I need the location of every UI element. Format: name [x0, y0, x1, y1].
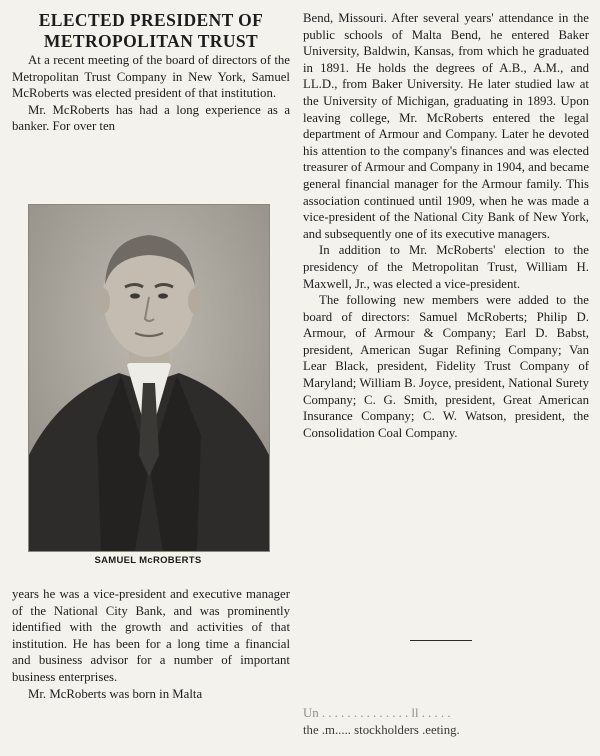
- headline-line-1: ELECTED PRESIDENT OF: [38, 10, 264, 30]
- vice-president-paragraph: In addition to Mr. McRoberts' election to the presidency of the Metropolitan Trust, William H. Maxwell, Jr., was elected a vice-president.: [303, 243, 589, 291]
- right-column: [303, 10, 589, 441]
- headline-line-2: METROPOLITAN TRUST: [43, 31, 259, 51]
- left-column-continued: [12, 586, 290, 702]
- article-headline: [12, 10, 290, 52]
- experience-paragraph-continued: years he was a vice-president and executive manager of the National City Bank, and was prominently identified with the growth and activities of that institution. He has been for a long time a financial and business advisor for a number of important business enterprises.: [12, 587, 290, 684]
- experience-paragraph-start: Mr. McRoberts has had a long experience as a banker. For over ten: [12, 102, 290, 134]
- intro-paragraph: At a recent meeting of the board of directors of the Metropolitan Trust Company in New York, Samuel McRoberts was elected president of that institution.: [12, 53, 290, 101]
- photo-caption: SAMUEL McROBERTS: [94, 555, 202, 566]
- next-article-line-2: the .m..... stockholders .eeting.: [303, 722, 460, 737]
- birth-paragraph-start: Mr. McRoberts was born in Malta: [28, 686, 203, 701]
- left-column: [12, 10, 290, 135]
- next-article-line-1: Un . . . . . . . . . . . . . . ll . . . . .: [303, 706, 451, 720]
- next-article-fragment: [303, 705, 589, 738]
- biography-paragraph: Bend, Missouri. After several years' attendance in the public schools of Malta Bend, he entered Baker University, Baldwin, Kansas, from which he graduated in 1891. He holds the degrees of A.B., A.M., and LL.D., from Baker University. He later studied law at the University of Michigan, graduating in 1893. Upon leaving college, Mr. McRoberts entered the legal department of Armour and Company. Later he devoted his attention to the company's finances and was elected treasurer of Armour and Company in 1904, and became general financial manager for the Armour family. This association continued until 1909, when he was made a vice-president of the National City Bank of New York, and subsequently one of its executive managers.: [303, 11, 589, 241]
- section-divider: [410, 640, 472, 641]
- portrait-illustration: [29, 205, 269, 551]
- portrait-photo: [28, 204, 270, 552]
- board-members-paragraph: The following new members were added to the board of directors: Samuel McRoberts; Philip D. Armour, of Armour & Company; Earl D. Babst, president, American Sugar Refining Company; Van Lear Black, president, Fidelity Trust Company of Maryland; William B. Joyce, president, National Surety Company; C. G. Smith, president, Great American Insurance Company; C. W. Watson, president, the Consolidation Coal Company.: [303, 293, 589, 440]
